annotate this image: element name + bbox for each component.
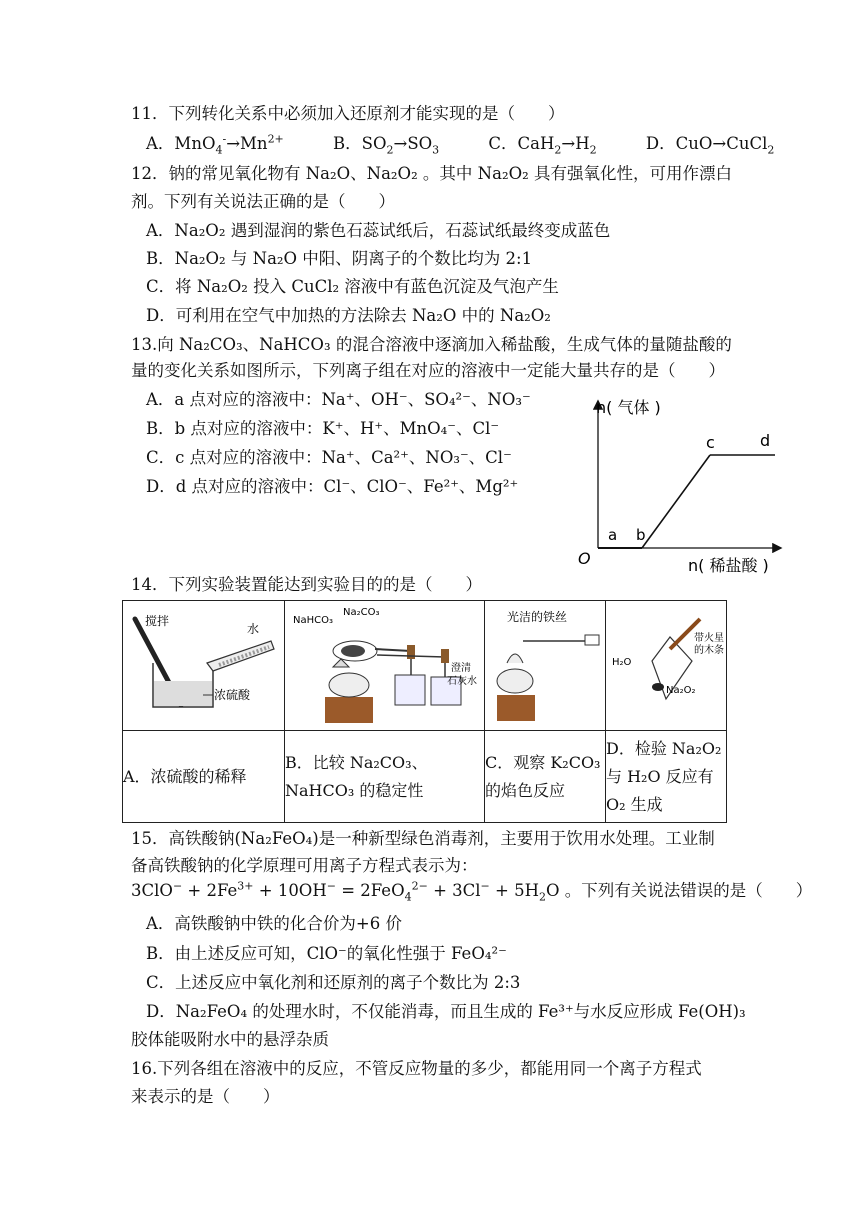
segment-b-c <box>642 455 710 548</box>
q15-stem-line1: 15．高铁酸钠(Na₂FeO₄)是一种新型绿色消毒剂，主要用于饮用水处理。工业制 <box>131 829 715 848</box>
apparatus-b-cell <box>285 601 485 731</box>
q15-option-d-line2: 胶体能吸附水中的悬浮杂质 <box>131 1030 329 1049</box>
point-c-label: c <box>706 433 715 452</box>
label-stick-2: 的木条 <box>694 645 724 656</box>
label-lime-1: 澄清 <box>451 663 471 674</box>
q12-option-a: A．Na₂O₂ 遇到湿润的紫色石蕊试纸后，石蕊试纸最终变成蓝色 <box>146 221 611 240</box>
caption-b: B．比较 Na₂CO₃、NaHCO₃ 的稳定性 <box>285 731 485 823</box>
q15-stem-line2: 备高铁酸钠的化学原理可用离子方程式表示为： <box>131 856 478 875</box>
q13-option-d: D．d 点对应的溶液中：Cl⁻、ClO⁻、Fe²⁺、Mg²⁺ <box>146 477 519 496</box>
q13-option-a: A．a 点对应的溶液中：Na⁺、OH⁻、SO₄²⁻、NO₃⁻ <box>146 390 531 409</box>
q11-options <box>146 133 774 155</box>
q15-ionic-equation <box>131 880 812 902</box>
point-a-label: a <box>608 526 618 544</box>
q13-stem-line1: 13.向 Na₂CO₃、NaHCO₃ 的混合溶液中逐滴加入稀盐酸，生成气体的量随盐酸的 <box>131 335 732 354</box>
q11-stem: 11．下列转化关系中必须加入还原剂才能实现的是（ ） <box>131 104 565 123</box>
caption-a: A．浓硫酸的稀释 <box>123 731 285 823</box>
label-acid: 浓硫酸 <box>214 688 251 702</box>
equation-formula: $3ClO^- + 2Fe^{3+} + 10OH^- = 2FeO_4^{2-} + 3Cl^- + 5H_2O$ <box>131 879 560 904</box>
label-na2co3: Na₂CO₃ <box>343 607 380 618</box>
equation-tail: 。下列有关说法错误的是（ ） <box>564 881 813 900</box>
q15-option-d-line1: D．Na₂FeO₄ 的处理水时，不仅能消毒，而且生成的 Fe³⁺与水反应形成 Fe(OH)₃ <box>146 1002 746 1021</box>
apparatus-c-image <box>485 601 604 726</box>
q16-stem-line1: 16.下列各组在溶液中的反应，不管反应物量的多少，都能用同一个离子方程式 <box>131 1059 702 1078</box>
q15-option-c: C．上述反应中氧化剂和还原剂的离子个数比为 2:3 <box>146 973 521 992</box>
q14-apparatus-table <box>122 600 727 823</box>
origin-label: O <box>578 549 591 568</box>
apparatus-a-cell <box>123 601 285 731</box>
label-water: 水 <box>247 622 260 636</box>
q12-stem-line1: 12．钠的常见氧化物有 Na₂O、Na₂O₂ 。其中 Na₂O₂ 具有强氧化性，可用作漂白 <box>131 164 732 183</box>
apparatus-d-cell <box>606 601 727 731</box>
q13-option-c: C．c 点对应的溶液中：Na⁺、Ca²⁺、NO₃⁻、Cl⁻ <box>146 448 512 467</box>
q16-stem-line2: 来表示的是（ ） <box>131 1087 280 1106</box>
label-nahco3: NaHCO₃ <box>293 615 333 626</box>
q15-option-b: B．由上述反应可知，ClO⁻的氧化性强于 FeO₄²⁻ <box>146 944 507 963</box>
caption-c: C．观察 K₂CO₃ 的焰色反应 <box>485 731 606 823</box>
apparatus-b-image <box>285 601 483 726</box>
q11-option-c: C．$CaH_2\to H_2$ <box>488 134 597 157</box>
q11-option-b: B．$SO_2\to SO_3$ <box>333 134 440 157</box>
q15-option-a: A．高铁酸钠中铁的化合价为+6 价 <box>146 914 402 933</box>
q11-option-d: D．CuO→CuCl$_2$ <box>645 134 775 157</box>
q13-stem-line2: 量的变化关系如图所示，下列离子组在对应的溶液中一定能大量共存的是（ ） <box>131 361 725 380</box>
y-axis-label: n( 气体 ) <box>596 398 661 417</box>
q14-stem: 14．下列实验装置能达到实验目的的是（ ） <box>131 575 482 594</box>
apparatus-a-image <box>123 601 283 726</box>
label-lime-2: 石灰水 <box>447 676 477 687</box>
point-d-label: d <box>760 431 771 450</box>
point-b-label: b <box>636 526 646 544</box>
label-stir: 搅拌 <box>145 614 170 628</box>
x-axis-label: n( 稀盐酸 ) <box>688 556 769 575</box>
label-wire: 光洁的铁丝 <box>507 610 568 624</box>
q12-option-b: B．Na₂O₂ 与 Na₂O 中阳、阴离子的个数比均为 2:1 <box>146 249 533 268</box>
label-h2o: H₂O <box>612 657 632 668</box>
q12-stem-line2: 剂。下列有关说法正确的是（ ） <box>131 192 395 211</box>
q11-option-a: A．$MnO_4^-\to Mn^{2+}$ <box>146 132 284 157</box>
label-stick-1: 带火星 <box>694 633 724 644</box>
caption-d: D．检验 Na₂O₂ 与 H₂O 反应有 O₂ 生成 <box>606 731 727 823</box>
q12-option-c: C．将 Na₂O₂ 投入 CuCl₂ 溶液中有蓝色沉淀及气泡产生 <box>146 277 559 296</box>
q13-option-b: B．b 点对应的溶液中：K⁺、H⁺、MnO₄⁻、Cl⁻ <box>146 419 500 438</box>
apparatus-c-cell <box>485 601 606 731</box>
q13-gas-graph <box>570 388 790 580</box>
label-na2o2: Na₂O₂ <box>666 685 696 696</box>
q12-option-d: D．可利用在空气中加热的方法除去 Na₂O 中的 Na₂O₂ <box>146 306 551 325</box>
apparatus-d-image <box>606 601 725 726</box>
